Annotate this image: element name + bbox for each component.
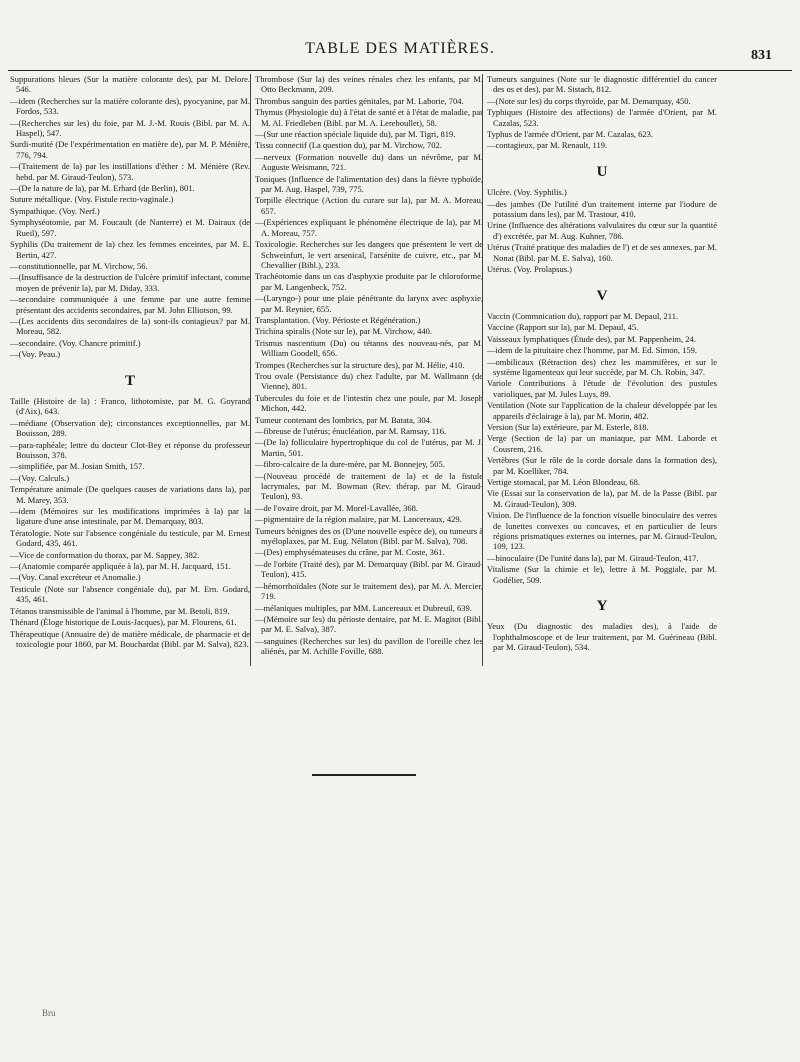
index-entry: —(De la) folliculaire hypertrophique du col de l'utérus, par M. J. Martin, 501. xyxy=(255,437,483,458)
index-entry: —idem (Recherches sur la matière colorante des), pyocyanine, par M. Fordos, 533. xyxy=(10,95,250,117)
section-letter: Y xyxy=(596,598,608,615)
index-entry: Tubercules du foie et de l'intestin chez une poule, par M. Joseph Michon, 442. xyxy=(255,392,483,414)
index-entry: Thénard (Éloge historique de Louis-Jacques), par M. Flourens, 61. xyxy=(10,617,237,628)
index-entry: —(Expériences expliquant le phénomène électrique de la), par M. A. Moreau, 757. xyxy=(255,217,483,238)
index-entry: Vaccine (Rapport sur la), par M. Depaul, 45. xyxy=(487,322,639,333)
index-entry: Tumeur contenant des lombrics, par M. Batata, 304. xyxy=(255,414,432,425)
header-rule xyxy=(8,70,792,71)
index-entry: —(Les accidents dits secondaires de la) sont-ils contagieux? par M. Moreau, 582. xyxy=(10,315,250,337)
index-entry: —de l'ovaire droit, par M. Morel-Lavallée, 368. xyxy=(255,502,418,513)
index-entry: Thrombose (Sur la) des veines rénales chez les enfants, par M. Otto Beckmann, 209. xyxy=(255,74,483,95)
index-entry: Surdi-mutité (De l'expérimentation en matière de), par M. P. Ménière, 776, 794. xyxy=(10,139,250,160)
index-entry: Tumeurs bénignes des os (D'une nouvelle espèce de), ou tumeurs à myéloplaxes, par M. Eug. Nélaton (Bibl. par M. Salva), 708. xyxy=(255,525,483,547)
index-entry: —mélaniques multiples, par MM. Lancereaux et Dubreuil, 639. xyxy=(255,602,472,613)
index-entry: Toniques (Influence de l'alimentation des) dans la fièvre typhoïde, par M. Aug. Haspel, 739, 775. xyxy=(255,173,483,195)
index-entry: Tissu connectif (La question du), par M. Virchow, 702. xyxy=(255,140,442,151)
index-entry: —para-raphéale; lettre du docteur Clot-Bey et réponse du professeur Bouisson, 378. xyxy=(10,439,250,460)
index-entry: Vaccin (Commnication du), rapport par M. Depaul, 211. xyxy=(487,310,679,321)
index-entry: Trompes (Recherches sur la structure des), par M. Hélie, 410. xyxy=(255,359,465,370)
index-entry: Trachéotomie dans un cas d'asphyxie produite par le chloroforme, par M. Langenbeck, 752. xyxy=(255,271,483,292)
index-entry: —(Insuffisance de la destruction de l'ulcère primitif infectant, comme moyen de prévenir la), par M. Diday, 333. xyxy=(10,272,250,293)
index-entry: —idem de la pituitaire chez l'homme, par M. Ed. Simon, 159. xyxy=(487,345,697,356)
index-entry: —pigmentaire de la région malaire, par M. Lancereaux, 429. xyxy=(255,514,462,525)
index-entry: —(Voy. Canal excréteur et Anomalie.) xyxy=(10,572,141,583)
index-entry: Yeux (Du diagnostic des maladies des), à l'aide de l'ophthalmoscope et de leur traitement, par M. Guérineau (Bibl. par M. Giraud-Teulon), 534. xyxy=(487,621,717,653)
index-entry: Typhus de l'armée d'Orient, par M. Cazalas, 623. xyxy=(487,129,654,140)
index-entry: Vaisseaux lymphatiques (Étude des), par M. Pappenheim, 24. xyxy=(487,333,696,344)
index-entry: —fibro-calcaire de la dure-mère, par M. Bonnejey, 505. xyxy=(255,459,445,470)
index-entry: —ombilicaux (Rétraction des) chez les mammifères, et sur le système ligamenteux qui leur succède, par M. Ch. Robin, 347. xyxy=(487,356,717,377)
index-entry: —des jambes (De l'utilité d'un traitement interne par l'iodure de potassium dans les), par M. Trastour, 410. xyxy=(487,198,717,220)
index-entry: Trichina spiralis (Note sur le), par M. Virchow, 440. xyxy=(255,326,432,337)
index-column-3 xyxy=(482,74,717,666)
index-entry: Température animale (De quelques causes de variations dans la), par M. Marey, 353. xyxy=(10,484,250,505)
index-column-1 xyxy=(10,74,250,650)
index-entry: —secondaire communiquée à une femme par une autre femme présentant des accidents secondaires, par M. John Elliotson, 99. xyxy=(10,294,250,315)
section-letter: V xyxy=(596,287,608,304)
index-entry: Urine (Influence des altérations valvulaires du cœur sur la quantité d') excrétée, par M. Aug. Kuhner, 786. xyxy=(487,220,717,241)
index-entry: Testicule (Note sur l'absence congéniale du), par M. Ern. Godard, 435, 461. xyxy=(10,583,250,605)
index-entry: Trismus nascentium (Du) ou tétanos des nouveau-nés, par M. William Goodell, 656. xyxy=(255,337,483,359)
index-entry: Utérus (Traité pratique des maladies de l') et de ses annexes, par M. Nonat (Bibl. par M. E. Salva), 160. xyxy=(487,242,717,263)
index-entry: Utérus. (Voy. Prolapsus.) xyxy=(487,264,572,275)
index-entry: —contagieux, par M. Renault, 119. xyxy=(487,140,608,151)
index-entry: —(De la nature de la), par M. Erhard (de Berlin), 801. xyxy=(10,183,195,194)
index-entry: Vision. De l'influence de la fonction visuelle binoculaire des verres de lunettes convexes ou concaves, et en particulier de leurs régions prismatiques externes ou internes, par M. Giraud-Teulon, 109, 123. xyxy=(487,510,717,552)
index-entry: Tumeurs sanguines (Note sur le diagnostic différentiel du cancer des os et des), par M. Sistach, 812. xyxy=(487,74,717,95)
index-entry: —secondaire. (Voy. Chancre primitif.) xyxy=(10,337,141,348)
index-entry: —binoculaire (De l'unité dans la), par M. Giraud-Teulon, 417. xyxy=(487,552,699,563)
page-number: 831 xyxy=(751,48,772,63)
index-entry: Toxicologie. Recherches sur les dangers que présentent le vert de Schweinfurt, le vert arsenical, l'arsénite de cuivre, etc., par M. Chevallier (Bibl.), 233. xyxy=(255,239,483,270)
margin-note: Bru xyxy=(42,1008,56,1018)
index-entry: —médiane (Observation de); circonstances exceptionnelles, par M. Bouisson, 289. xyxy=(10,417,250,439)
index-entry: Transplantation. (Voy. Périoste et Régénération.) xyxy=(255,314,421,325)
index-entry: Thrombus sanguin des parties génitales, par M. Laborie, 704. xyxy=(255,95,464,106)
index-entry: Taille (Histoire de la) : Franco, lithotomiste, par M. G. Goyrand (d'Aix), 643. xyxy=(10,395,250,417)
index-entry: Trou ovale (Persistance du) chez l'adulte, par M. Wallmann (de Vienne), 801. xyxy=(255,370,483,392)
index-entry: —(Laryngo-) pour une plaie pénétrante du larynx avec asphyxie, par M. Reynier, 655. xyxy=(255,293,483,314)
index-entry: Ventilation (Note sur l'application de la chaleur développée par les appareils d'éclairage à la), par M. Morin, 482. xyxy=(487,400,717,421)
index-entry: —(Nouveau procédé de traitement de la) et de la fistule lacrymales, par M. Bowman (Rev. thérap. par M. Giraud-Teulon), 93. xyxy=(255,470,483,502)
index-entry: —(Sur une réaction spéciale liquide du), par M. Tigri, 819. xyxy=(255,129,456,140)
index-entry: —de l'orbite (Traité des), par M. Demarquay (Bibl. par M. Giraud-Teulon), 415. xyxy=(255,558,483,580)
index-entry: Vie (Essai sur la conservation de la), par M. de la Passe (Bibl. par M. Giraud-Teulon), 309. xyxy=(487,488,717,509)
index-column-2 xyxy=(250,74,483,666)
index-entry: —constitutionnelle, par M. Virchow, 56. xyxy=(10,260,148,271)
index-entry: Ulcère. (Voy. Syphilis.) xyxy=(487,187,567,198)
index-entry: Thérapeutique (Annuaire de) de matière médicale, de pharmacie et de toxicologie pour 1860, par M. Bouchardat (Bibl. par M. Salva), 823. xyxy=(10,628,250,649)
index-entry: —simplifiée, par M. Josian Smith, 157. xyxy=(10,461,145,472)
index-entry: Variole Contributions à l'étude de l'évolution des pustules varioliques, par M. Jules Luys, 89. xyxy=(487,378,717,399)
index-entry: —Vice de conformation du thorax, par M. Sappey, 382. xyxy=(10,549,200,560)
index-entry: Sympathique. (Voy. Nerf.) xyxy=(10,205,100,216)
index-entry: —sanguines (Recherches sur les) du pavillon de l'oreille chez les aliénés, par M. Achille Foville, 688. xyxy=(255,635,483,657)
index-entry: Verge (Section de la) par un maniaque, par MM. Laborde et Cousrem, 216. xyxy=(487,433,717,454)
index-entry: —(Note sur les) du corps thyroïde, par M. Demarquay, 450. xyxy=(487,95,691,106)
index-entry: Suppurations bleues (Sur la matière colorante des), par M. Delore. 546. xyxy=(10,74,250,95)
closing-rule xyxy=(312,774,416,776)
index-entry: —(Traitement de la) par les instillations d'éther : M. Ménière (Rev. hebd. par M. Giraud-Teulon), 573. xyxy=(10,161,250,182)
index-entry: Tétanos transmissible de l'animal à l'homme, par M. Betoli, 819. xyxy=(10,605,230,616)
index-entry: Syphilis (Du traitement de la) chez les femmes enceintes, par M. E. Bertin, 427. xyxy=(10,239,250,260)
index-entry: Suture métallique. (Voy. Fistule recto-vaginale.) xyxy=(10,194,174,205)
index-entry: Vertige stomacal, par M. Léon Blondeau, 68. xyxy=(487,477,640,487)
index-entry: —fibreuse de l'utérus; énucléation, par M. Ramsay, 116. xyxy=(255,426,447,436)
index-entry: —(Des) emphysémateuses du crâne, par M. Coste, 361. xyxy=(255,547,445,558)
index-entry: —(Recherches sur les) du foie, par M. J.-M. Rouis (Bibl. par M. A. Haspel), 547. xyxy=(10,117,250,139)
index-entry: —nerveux (Formation nouvelle du) dans un névrôme, par M. Auguste Weismann, 721. xyxy=(255,151,483,173)
index-entry: Vitalisme (Sur la chimie et le), lettre à M. Poggiale, par M. Godélier, 509. xyxy=(487,564,717,585)
index-entry: —idem (Mémoires sur les modifications imprimées à la) par la ligature d'une anse intestinale, par M. Demarquay, 803. xyxy=(10,506,250,527)
index-entry: Typhiques (Histoire des affections) de l'armée d'Orient, par M. Cazalas, 523. xyxy=(487,107,717,128)
index-entry: Version (Sur la) extérieure, par M. Esterle, 818. xyxy=(487,421,649,432)
index-entry: —(Voy. Peau.) xyxy=(10,349,61,360)
section-letter: U xyxy=(596,163,608,180)
index-entry: Torpille électrique (Action du curare sur la), par M. A. Moreau, 657. xyxy=(255,195,483,216)
index-entry: —(Anatomie comparée appliquée à la), par M. H. Jacquard, 151. xyxy=(10,561,231,572)
index-entry: Vertèbres (Sur le rôle de la corde dorsale dans la formation des), par M. Koelliker, 784. xyxy=(487,455,717,476)
index-entry: —(Voy. Calculs.) xyxy=(10,472,70,483)
page-title: TABLE DES MATIÈRES. xyxy=(305,40,495,57)
index-entry: —(Mémoire sur les) du périoste dentaire, par M. E. Magitot (Bibl. par M. E. Salva), 387. xyxy=(255,613,483,635)
index-entry: —hémorrhoïdales (Note sur le traitement des), par M. A. Mercier, 719. xyxy=(255,580,483,602)
section-letter: T xyxy=(124,372,135,389)
index-entry: Thymus (Physiologie du) à l'état de santé et à l'état de maladie, par M. Al. Friedleben (Bibl. par M. A. Lereboullet), 58. xyxy=(255,107,483,128)
index-entry: Tératologie. Note sur l'absence congéniale du testicule, par M. Ernest Godard, 435, 461. xyxy=(10,527,250,549)
index-entry: Symphyséotomie, par M. Foucault (de Nanterre) et M. Dairaux (de Rueil), 597. xyxy=(10,217,250,238)
